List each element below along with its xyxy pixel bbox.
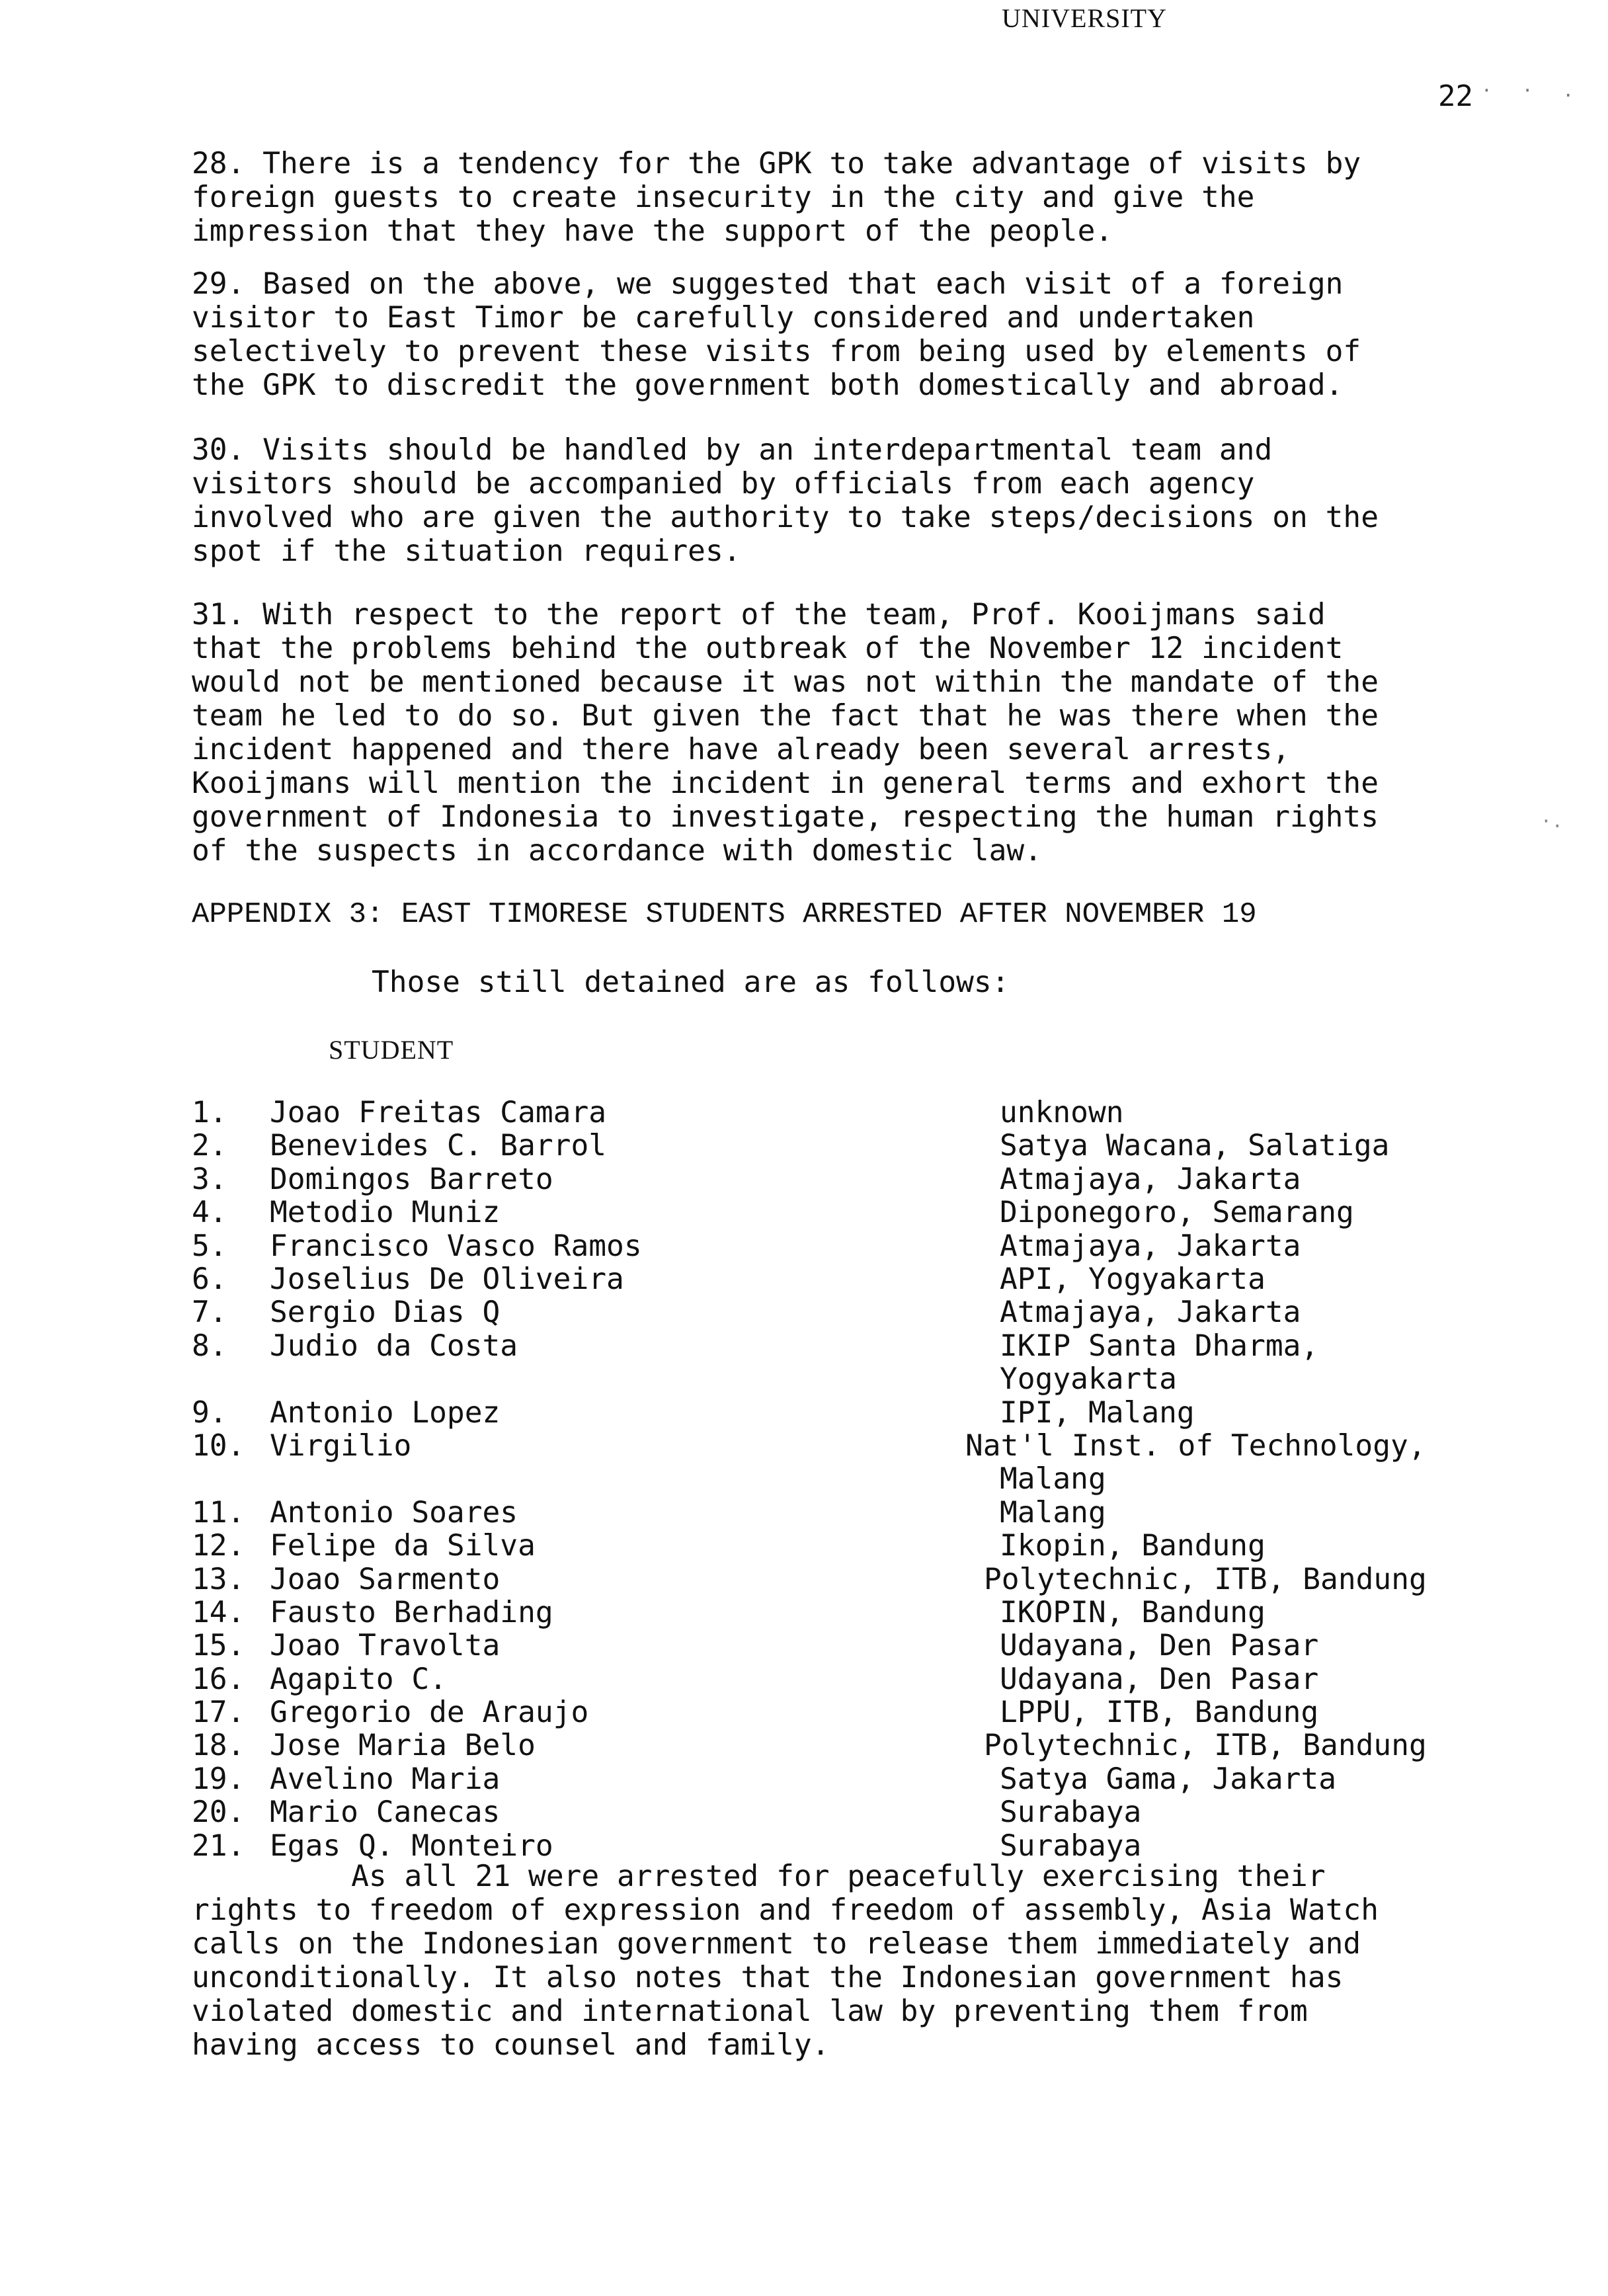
column-header-university: UNIVERSITY [1002,3,1167,33]
university-line: Udayana, Den Pasar [1000,1629,1319,1663]
table-row [192,1596,1514,1629]
student-university [1000,1663,1318,1696]
paragraph-30: 30. Visits should be handled by an interdepartmental team and visitors should be accompanied by officials from each agency involved who are given the authority to take steps/decisions on the spot if the situation requires. [192,433,1379,568]
scan-speck: · · . [1481,79,1584,101]
student-name: Joselius De Oliveira [270,1262,624,1296]
student-number: 7. [192,1295,227,1330]
university-line: Atmajaya, Jakarta [1000,1229,1301,1263]
university-line: Malang [1000,1495,1106,1530]
table-row [192,1563,1514,1596]
university-line-continued: Malang [1000,1462,1106,1496]
table-row [192,1496,1514,1530]
student-name: Joao Travolta [270,1629,501,1663]
student-number: 9. [192,1395,227,1430]
student-name: Judio da Costa [270,1329,518,1363]
university-line: IKOPIN, Bandung [1000,1595,1266,1629]
paragraph-29: 29. Based on the above, we suggested that each visit of a foreign visitor to East Timor be carefully considered and undertaken selectively to prevent these visits from being used by elements of the GPK to discredit the government both domestically and abroad. [192,267,1361,402]
table-row [192,1096,1514,1129]
student-university [1000,1530,1266,1563]
student-university [1000,1830,1141,1863]
student-number: 1. [192,1096,227,1129]
university-line: API, Yogyakarta [1000,1262,1266,1296]
student-number: 3. [192,1162,227,1196]
student-university [1000,1629,1318,1662]
student-name: Egas Q. Monteiro [270,1828,553,1863]
table-row [192,1830,1514,1863]
student-number: 17. [192,1696,245,1730]
student-name: Mario Canecas [270,1795,501,1830]
university-line: Udayana, Den Pasar [1000,1662,1319,1696]
university-line: Satya Gama, Jakarta [1000,1762,1337,1796]
student-number: 15. [192,1629,245,1663]
student-name: Domingos Barreto [270,1162,553,1196]
student-number: 14. [192,1595,245,1629]
student-university [1000,1796,1141,1829]
student-number: 5. [192,1229,227,1263]
student-number: 6. [192,1262,227,1296]
student-university [1000,1296,1301,1329]
table-row [192,1397,1514,1430]
scan-speck: ·. [1541,810,1563,832]
student-university [965,1430,1426,1496]
student-name: Avelino Maria [270,1762,501,1796]
closing-paragraph: As all 21 were arrested for peacefully exercising their rights to freedom of expression and freedom of assembly, Asia Watch calls on the Indonesian government to release them immediately and unconditionally. It also notes that the Indonesian government has violated domestic and international law by preventing them from having access to counsel and family. [192,1860,1379,2062]
student-university [984,1729,1427,1762]
paragraph-31: 31. With respect to the report of the team, Prof. Kooijmans said that the problems behind the outbreak of the November 12 incident would not be mentioned because it was not within the mandate of the team he led to do so. But given the fact that he was there when the incident happened and there have already been several arrests, Kooijmans will mention the incident in general terms and exhort the government of Indonesia to investigate, respecting the human rights of the suspects in accordance with domestic law. [192,598,1379,868]
student-number: 4. [192,1196,227,1230]
university-line: Surabaya [1000,1828,1142,1863]
student-number: 2. [192,1129,227,1163]
student-university [1000,1496,1106,1530]
student-university [1000,1596,1266,1629]
student-university [1000,1096,1124,1129]
student-number: 21. [192,1828,245,1863]
student-name: Joao Sarmento [270,1562,501,1596]
student-number: 10. [192,1428,245,1463]
student-university [1000,1263,1266,1296]
student-name: Sergio Dias Q [270,1295,501,1330]
university-line: Diponegoro, Semarang [1000,1196,1354,1230]
table-row [192,1163,1514,1196]
page-number: 22 [1438,79,1473,113]
table-row [192,1796,1514,1829]
student-university [1000,1196,1354,1229]
appendix-intro: Those still detained are as follows: [372,965,1010,999]
student-university [1000,1763,1336,1796]
table-row [192,1230,1514,1263]
table-row [192,1330,1514,1397]
university-line: Atmajaya, Jakarta [1000,1295,1301,1330]
university-line: Ikopin, Bandung [1000,1529,1266,1563]
column-header-student: STUDENT [329,1035,454,1065]
student-name: Joao Freitas Camara [270,1096,607,1129]
student-university [1000,1163,1301,1196]
student-university [1000,1397,1195,1430]
student-number: 16. [192,1662,245,1696]
table-row [192,1629,1514,1662]
student-name: Virgilio [270,1428,412,1463]
table-row [192,1263,1514,1296]
student-number: 13. [192,1562,245,1596]
university-line: unknown [1000,1096,1124,1129]
student-name: Metodio Muniz [270,1196,501,1230]
table-row [192,1129,1514,1163]
student-name: Fausto Berhading [270,1595,553,1629]
university-line: IPI, Malang [1000,1395,1195,1430]
student-number: 20. [192,1795,245,1830]
student-university [1000,1129,1389,1163]
university-line: Polytechnic, ITB, Bandung [984,1729,1427,1763]
table-row [192,1430,1514,1496]
student-number: 19. [192,1762,245,1796]
student-name: Francisco Vasco Ramos [270,1229,642,1263]
university-line: Surabaya [1000,1795,1142,1830]
student-university [984,1563,1427,1596]
table-row [192,1763,1514,1796]
table-row [192,1296,1514,1329]
university-line: Satya Wacana, Salatiga [1000,1129,1390,1163]
student-name: Gregorio de Araujo [270,1696,589,1730]
university-line: Nat'l Inst. of Technology, [965,1428,1426,1463]
student-university [1000,1696,1318,1729]
table-row [192,1696,1514,1729]
student-number: 11. [192,1495,245,1530]
student-university [1000,1230,1301,1263]
paragraph-28: 28. There is a tendency for the GPK to take advantage of visits by foreign guests to create insecurity in the city and give the impression that they have the support of the people. [192,147,1361,248]
table-row [192,1530,1514,1563]
student-number: 12. [192,1529,245,1563]
university-line: IKIP Santa Dharma, [1000,1329,1319,1363]
table-row [192,1196,1514,1229]
student-name: Jose Maria Belo [270,1729,536,1763]
student-university [1000,1330,1318,1397]
university-line: LPPU, ITB, Bandung [1000,1696,1319,1730]
table-row [192,1663,1514,1696]
student-number: 8. [192,1329,227,1363]
student-name: Antonio Soares [270,1495,518,1530]
student-name: Benevides C. Barrol [270,1129,607,1163]
appendix-title: APPENDIX 3: EAST TIMORESE STUDENTS ARRESTED AFTER NOVEMBER 19 [192,898,1257,931]
student-list [192,1096,1514,1863]
student-name: Antonio Lopez [270,1395,501,1430]
student-name: Agapito C. [270,1662,447,1696]
university-line: Polytechnic, ITB, Bandung [984,1562,1427,1596]
table-row [192,1729,1514,1762]
university-line-continued: Yogyakarta [1000,1362,1177,1397]
student-name: Felipe da Silva [270,1529,536,1563]
university-line: Atmajaya, Jakarta [1000,1162,1301,1196]
student-number: 18. [192,1729,245,1763]
